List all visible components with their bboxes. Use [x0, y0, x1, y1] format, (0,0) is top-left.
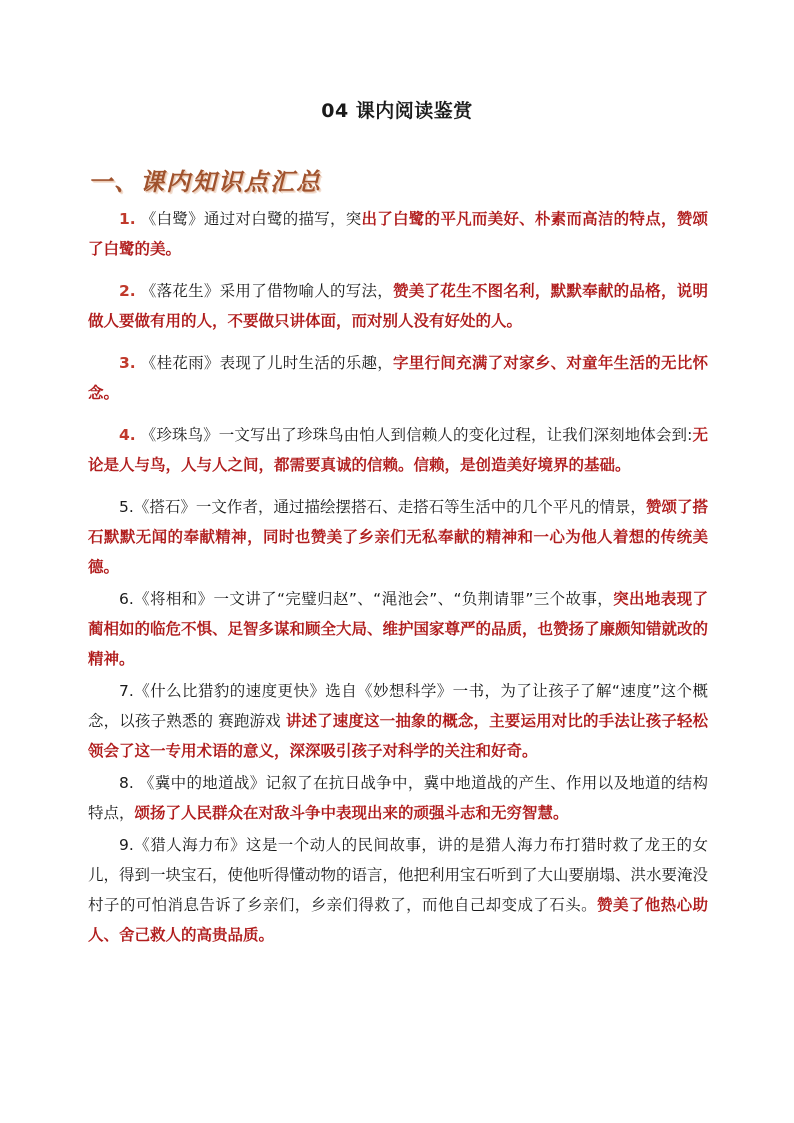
- list-item: [88, 420, 708, 480]
- list-item: [88, 830, 708, 950]
- item-highlight: 字里行间充满了对家乡、对童年生活的无比怀念。: [88, 354, 708, 402]
- list-item: [88, 492, 708, 582]
- item-text: 《落花生》采用了借物喻人的写法，: [140, 282, 394, 300]
- list-item: [88, 204, 708, 264]
- item-number: 7.: [119, 682, 134, 700]
- item-highlight: 无论是人与鸟，人与人之间，都需要真诚的信赖。信赖，是创造美好境界的基础。: [88, 426, 708, 474]
- knowledge-list: [88, 204, 708, 952]
- item-number: 1.: [119, 210, 136, 228]
- list-item: [88, 768, 708, 828]
- item-text: 《将相和》一文讲了“完璧归赵”、“渑池会”、“负荆请罪”三个故事，: [133, 590, 614, 608]
- item-highlight: 出了白鹭的平凡而美好、朴素而高洁的特点，赞颂了白鹭的美。: [88, 210, 708, 258]
- page-title: 04 课内阅读鉴赏: [321, 100, 473, 122]
- item-highlight: 突出地表现了蔺相如的临危不惧、足智多谋和顾全大局、维护国家尊严的品质，也赞扬了廉颇知错就改的精神。: [88, 590, 709, 668]
- item-text: 《冀中的地道战》记叙了在抗日战争中，冀中地道战的产生、作用以及地道的结构特点，: [88, 774, 708, 822]
- item-text: 《桂花雨》表现了儿时生活的乐趣，: [140, 354, 394, 372]
- item-number: 9.: [119, 836, 134, 854]
- item-text: 《搭石》一文作者，通过描绘摆搭石、走搭石等生活中的几个平凡的情景，: [133, 498, 646, 516]
- item-text: 《什么比猎豹的速度更快》选自《妙想科学》一书，为了让孩子了解“速度”这个概念，以孩子熟悉的 赛跑游戏: [88, 682, 708, 730]
- item-number: 2.: [119, 282, 136, 300]
- item-number: 8.: [119, 774, 134, 792]
- item-highlight: 赞美了花生不图名利，默默奉献的品格，说明做人要做有用的人，不要做只讲体面，而对别人没有好处的人。: [88, 282, 708, 330]
- list-item: [88, 676, 708, 766]
- list-item: [88, 348, 708, 408]
- item-highlight: 讲述了速度这一抽象的概念，主要运用对比的手法让孩子轻松领会了这一专用术语的意义，深深吸引孩子对科学的关注和好奇。: [88, 712, 708, 760]
- item-number: 3.: [119, 354, 136, 372]
- list-item: [88, 276, 708, 336]
- item-number: 4.: [119, 426, 136, 444]
- item-text: 《珍珠鸟》一文写出了珍珠鸟由怕人到信赖人的变化过程，让我们深刻地体会到:: [140, 426, 693, 444]
- item-highlight: 赞美了他热心助人、舍己救人的高贵品质。: [88, 896, 708, 944]
- item-text: 《猎人海力布》这是一个动人的民间故事，讲的是猎人海力布打猎时救了龙王的女儿，得到一块宝石，使他听得懂动物的语言，他把利用宝石听到了大山要崩塌、洪水要淹没村子的可怕消息告诉了乡亲们，乡亲们得救了，而他自己却变成了石头。: [88, 836, 709, 914]
- item-text: 《白鹭》通过对白鹭的描写，突: [140, 210, 362, 228]
- list-item: [88, 584, 708, 674]
- item-highlight: 赞颂了搭石默默无闻的奉献精神，同时也赞美了乡亲们无私奉献的精神和一心为他人着想的传统美德。: [88, 498, 708, 576]
- item-number: 5.: [119, 498, 134, 516]
- section-heading: 一、课内知识点汇总: [88, 167, 322, 196]
- item-number: 6.: [119, 590, 134, 608]
- item-highlight: 颂扬了人民群众在对敌斗争中表现出来的顽强斗志和无穷智慧。: [134, 804, 569, 822]
